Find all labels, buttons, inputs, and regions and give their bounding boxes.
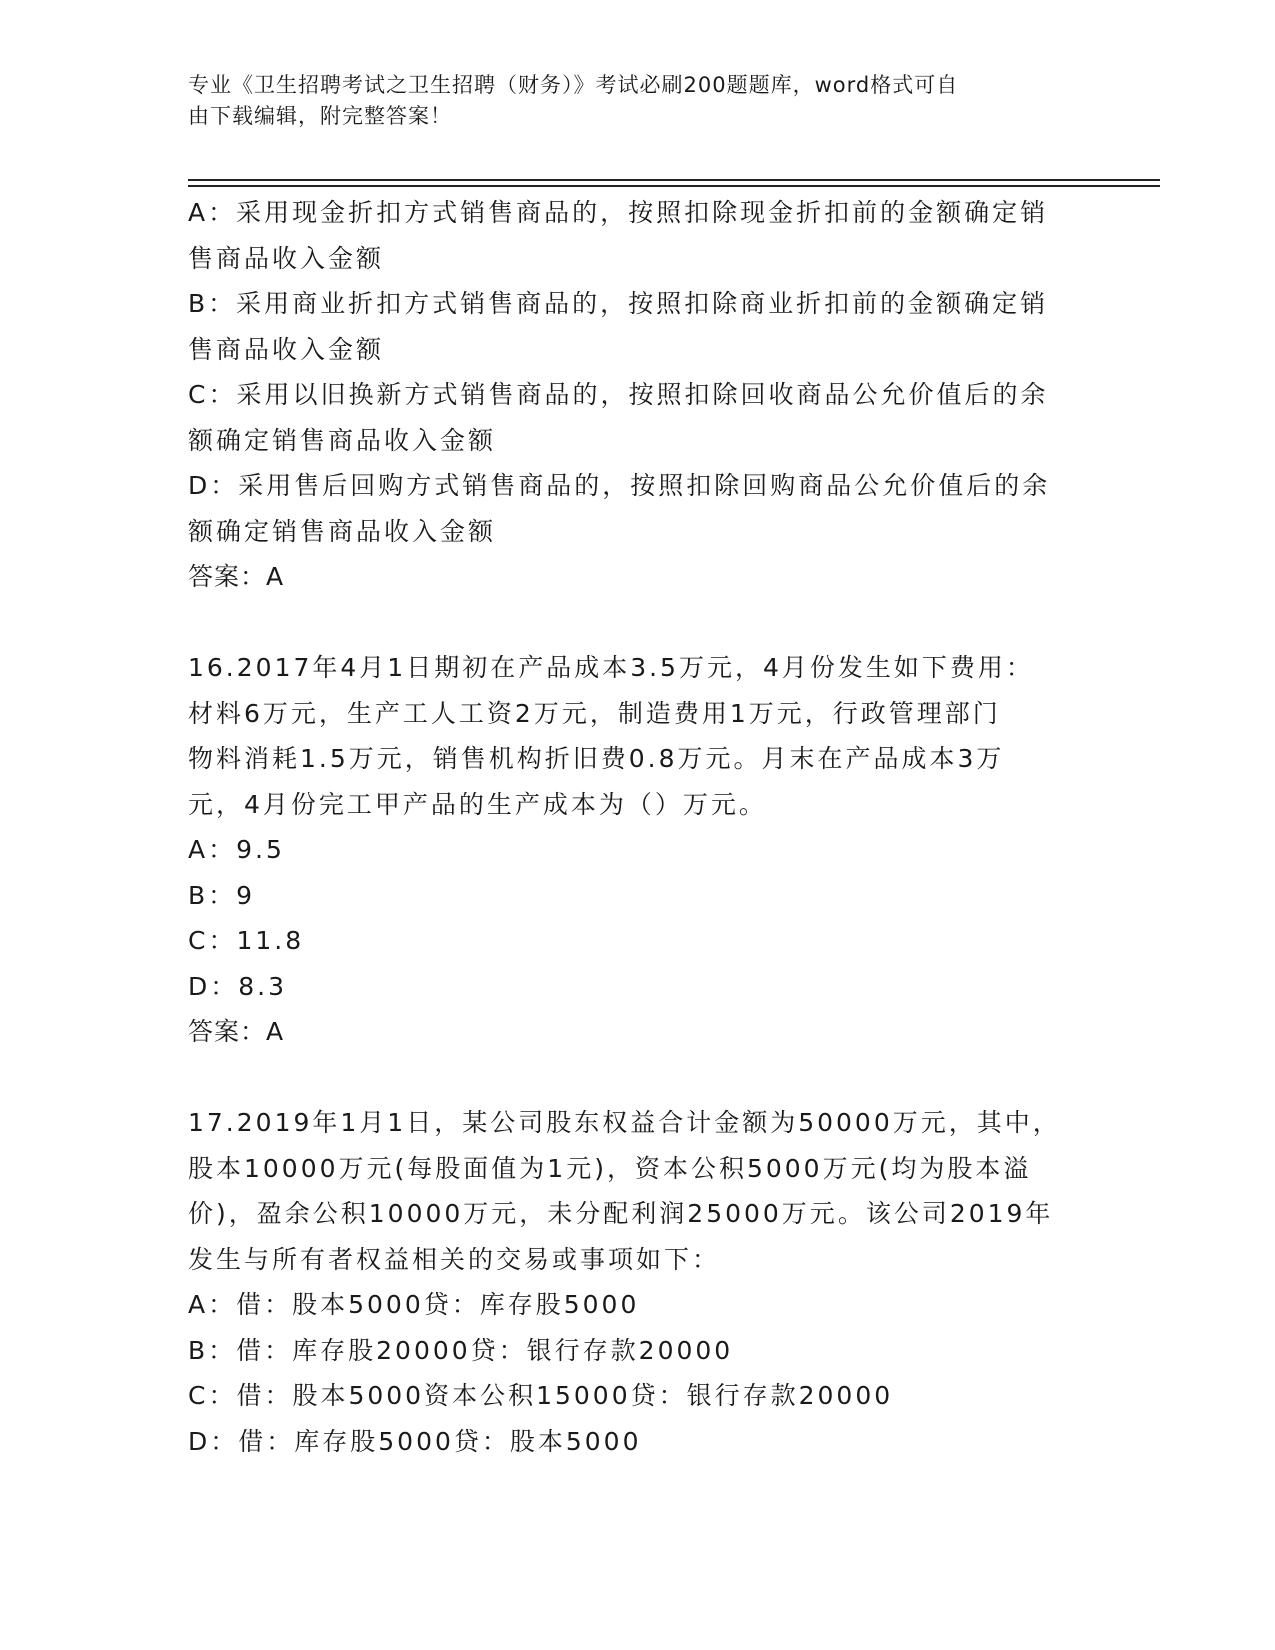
q16-stem-line-1: 16.2017年4月1日期初在产品成本3.5万元，4月份发生如下费用： (188, 653, 1034, 682)
q15-option-d-line-1: D：采用售后回购方式销售商品的，按照扣除回购商品公允价值后的余 (188, 471, 1051, 500)
q15-option-a-line-1: A：采用现金折扣方式销售商品的，按照扣除现金折扣前的金额确定销 (188, 198, 1049, 227)
q15-option-c-line-2: 额确定销售商品收入金额 (188, 425, 497, 455)
spacer (188, 1055, 1068, 1101)
q17-option-a: A：借：股本5000贷：库存股5000 (188, 1290, 640, 1319)
q15-option-b-line-1: B：采用商业折扣方式销售商品的，按照扣除商业折扣前的金额确定销 (188, 289, 1049, 318)
q17-option-c: C：借：股本5000资本公积15000贷：银行存款20000 (188, 1381, 894, 1410)
q17-stem-line-1: 17.2019年1月1日，某公司股东权益合计金额为50000万元，其中， (188, 1108, 1061, 1137)
document-body (188, 190, 1068, 1464)
q15-option-a-line-2: 售商品收入金额 (188, 243, 385, 273)
spacer (188, 600, 1068, 646)
q15-answer: 答案：A (188, 562, 285, 591)
q17-stem-line-4: 发生与所有者权益相关的交易或事项如下： (188, 1244, 721, 1274)
header-rule-bottom (188, 185, 1160, 187)
q16-option-b: B：9 (188, 880, 256, 910)
q16-stem-line-2: 材料6万元，生产工人工资2万元，制造费用1万元，行政管理部门 (188, 698, 1001, 728)
q16-stem-line-4: 元，4月份完工甲产品的生产成本为（）万元。 (188, 789, 767, 819)
q15-option-b-line-2: 售商品收入金额 (188, 334, 385, 364)
q15-option-d-line-2: 额确定销售商品收入金额 (188, 516, 497, 546)
document-header (188, 70, 1068, 132)
header-rule-top (188, 179, 1160, 181)
q17-stem-line-2: 股本10000万元(每股面值为1元)，资本公积5000万元(均为股本溢 (188, 1153, 1032, 1183)
q17-option-b: B：借：库存股20000贷：银行存款20000 (188, 1335, 734, 1365)
q16-answer: 答案：A (188, 1017, 285, 1046)
q16-option-a: A：9.5 (188, 835, 285, 864)
q16-option-c: C：11.8 (188, 926, 305, 955)
q17-stem-line-3: 价)，盈余公积10000万元，未分配利润25000万元。该公司2019年 (188, 1199, 1054, 1228)
q16-stem-line-3: 物料消耗1.5万元，销售机构折旧费0.8万元。月末在产品成本3万 (188, 744, 1005, 773)
q17-option-d: D：借：库存股5000贷：股本5000 (188, 1426, 642, 1456)
header-title-line-1: 专业《卫生招聘考试之卫生招聘（财务）》考试必刷200题题库，word格式可自 (188, 73, 959, 97)
q16-option-d: D：8.3 (188, 971, 288, 1001)
q15-option-c-line-1: C：采用以旧换新方式销售商品的，按照扣除回收商品公允价值后的余 (188, 380, 1049, 409)
header-title-line-2: 由下载编辑，附完整答案！ (188, 104, 452, 128)
